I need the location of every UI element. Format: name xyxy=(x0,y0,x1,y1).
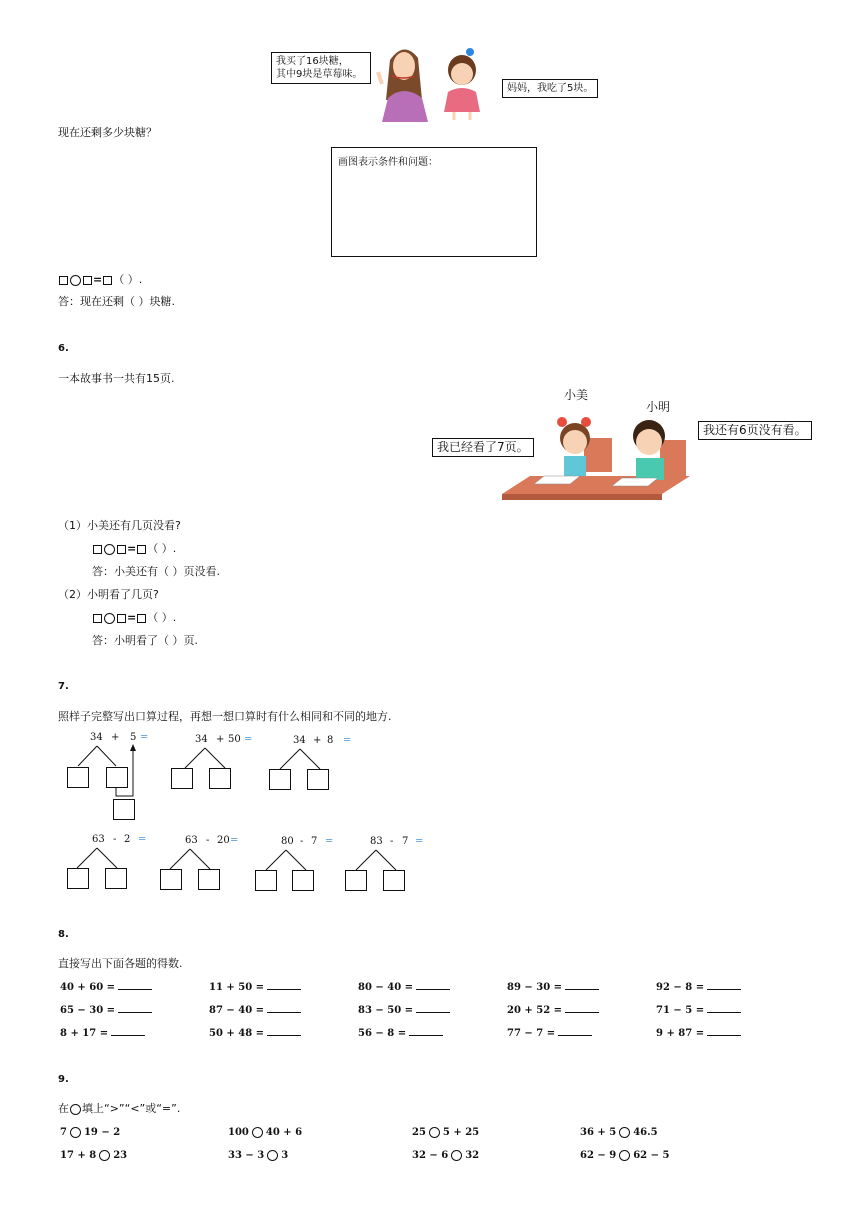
q8-expression: 50 + 48 = xyxy=(209,1028,265,1039)
q6-sub1-question: （1）小美还有几页没看? xyxy=(58,519,181,532)
answer-blank[interactable] xyxy=(707,1025,741,1036)
name-xiaomei: 小美 xyxy=(564,388,589,402)
q8-problem xyxy=(656,979,741,993)
tree-box-right[interactable] xyxy=(383,870,405,891)
q8-expression: 40 + 60 = xyxy=(60,982,116,993)
q8-expression: 83 − 50 = xyxy=(358,1005,414,1016)
q9-left-expression: 36 + 5 xyxy=(580,1127,617,1138)
tree-box-left[interactable] xyxy=(255,870,277,891)
q5-answer: 答：现在还剩（ ）块糖. xyxy=(58,295,175,308)
q9-left-expression: 62 − 9 xyxy=(580,1150,617,1161)
tree-equals: = xyxy=(138,834,147,845)
q9-right-expression: 40 + 6 xyxy=(265,1127,303,1138)
q8-problem xyxy=(209,1002,301,1016)
answer-blank[interactable] xyxy=(565,1002,599,1013)
q6-sub1-answer: 答：小美还有（ ）页没看. xyxy=(92,565,220,578)
q8-problem xyxy=(60,1025,145,1039)
q9-left-expression: 7 xyxy=(60,1127,67,1138)
blank-square-icon xyxy=(83,276,92,285)
q6-sub2-equation-tail: （ ）. xyxy=(147,611,177,624)
q8-problem xyxy=(507,1025,592,1039)
q9-left-expression: 17 + 8 xyxy=(60,1150,97,1161)
q9-right-expression: 19 − 2 xyxy=(83,1127,121,1138)
answer-blank[interactable] xyxy=(111,1025,145,1036)
tree-operand-b: 2 xyxy=(124,834,131,845)
q8-instruction: 直接写出下面各题的得数. xyxy=(58,957,183,970)
q5-draw-box xyxy=(331,147,537,257)
tree-operand-a: 63 xyxy=(92,834,105,845)
mom-speech-bubble xyxy=(271,52,371,84)
tree-box-right[interactable] xyxy=(307,769,329,790)
answer-blank[interactable] xyxy=(565,979,599,990)
q8-problem xyxy=(209,979,301,993)
tree-operand-b: 8 xyxy=(327,735,334,746)
tree-operand-a: 34 xyxy=(90,732,103,743)
name-xiaoming: 小明 xyxy=(646,400,671,414)
tree-operand-b: 7 xyxy=(311,836,318,847)
q9-left-expression: 32 − 6 xyxy=(412,1150,449,1161)
answer-blank[interactable] xyxy=(707,979,741,990)
tree-box-left[interactable] xyxy=(269,769,291,790)
mom-speech-line2: 其中9块是草莓味。 xyxy=(276,69,363,80)
q5-equation-tail: （ ）. xyxy=(113,273,143,286)
q9-right-expression: 62 − 5 xyxy=(633,1150,670,1161)
compare-circle-icon[interactable] xyxy=(70,1127,81,1138)
q8-problem xyxy=(209,1025,301,1039)
tree-operator: - xyxy=(206,835,210,846)
q8-problem xyxy=(358,1025,443,1039)
tree-operand-a: 80 xyxy=(281,836,294,847)
tree-equals: = xyxy=(230,835,239,846)
tree-operator: - xyxy=(300,836,304,847)
blank-square-icon xyxy=(59,276,68,285)
q9-comparison xyxy=(60,1125,120,1138)
tree-operand-b: 50 xyxy=(228,734,241,745)
q8-expression: 8 + 17 = xyxy=(60,1028,109,1039)
q6-number: 6. xyxy=(58,343,69,354)
q9-right-expression: 46.5 xyxy=(633,1127,658,1138)
compare-circle-icon[interactable] xyxy=(252,1127,263,1138)
tree-operand-a: 83 xyxy=(370,836,383,847)
xiaoming-speech-bubble: 我还有6页没有看。 xyxy=(698,421,812,440)
tree-operand-b: 5 xyxy=(130,732,137,743)
q8-expression: 87 − 40 = xyxy=(209,1005,265,1016)
q7-instruction: 照样子完整写出口算过程，再想一想口算时有什么相同和不同的地方. xyxy=(58,710,392,723)
blank-square-icon xyxy=(93,614,102,623)
q9-left-expression: 100 xyxy=(228,1127,249,1138)
q8-expression: 56 − 8 = xyxy=(358,1028,407,1039)
q9-comparison xyxy=(228,1148,288,1161)
tree-equals: = xyxy=(343,735,352,746)
q5-equation: = （ ）. xyxy=(58,271,142,287)
students-reading-illustration xyxy=(500,400,695,505)
q9-comparison xyxy=(580,1148,669,1161)
q9-comparison xyxy=(228,1125,302,1138)
q8-problem xyxy=(507,1002,599,1016)
answer-blank[interactable] xyxy=(118,1002,152,1013)
tree-operator: - xyxy=(113,834,117,845)
compare-circle-icon[interactable] xyxy=(429,1127,440,1138)
q9-right-expression: 3 xyxy=(281,1150,289,1161)
blank-circle-icon xyxy=(104,544,115,555)
tree-operator: + xyxy=(111,732,120,743)
q8-expression: 89 − 30 = xyxy=(507,982,563,993)
answer-blank[interactable] xyxy=(118,979,152,990)
compare-circle-icon[interactable] xyxy=(267,1150,278,1161)
answer-blank[interactable] xyxy=(409,1025,443,1036)
tree-box-left[interactable] xyxy=(160,869,182,890)
tree-box-right[interactable] xyxy=(209,768,231,789)
q9-right-expression: 32 xyxy=(465,1150,480,1161)
answer-blank[interactable] xyxy=(267,979,301,990)
girl-speech-bubble: 妈妈，我吃了5块。 xyxy=(502,79,598,98)
compare-circle-icon[interactable] xyxy=(99,1150,110,1161)
blank-square-icon xyxy=(117,545,126,554)
tree-operator: + xyxy=(313,735,322,746)
q8-expression: 77 − 7 = xyxy=(507,1028,556,1039)
q8-problem xyxy=(507,979,599,993)
tree-operand-b: 20 xyxy=(217,835,230,846)
xiaomei-speech-bubble: 我已经看了7页。 xyxy=(432,438,534,457)
q8-expression: 65 − 30 = xyxy=(60,1005,116,1016)
compare-circle-icon[interactable] xyxy=(619,1127,630,1138)
answer-blank[interactable] xyxy=(267,1002,301,1013)
q9-right-expression: 23 xyxy=(113,1150,128,1161)
q7-number: 7. xyxy=(58,681,69,692)
tree-operand-a: 34 xyxy=(293,735,306,746)
tree-box-right[interactable] xyxy=(292,870,314,891)
tree-branches xyxy=(62,846,132,870)
q8-problem xyxy=(358,1002,450,1016)
tree-box-right[interactable] xyxy=(198,869,220,890)
q9-comparison xyxy=(580,1125,658,1138)
blank-square-icon xyxy=(137,545,146,554)
q5-draw-box-label: 画图表示条件和问题： xyxy=(338,157,438,168)
tree-equals: = xyxy=(325,836,334,847)
q6-sub1-equation-tail: （ ）. xyxy=(147,542,177,555)
compare-circle-icon[interactable] xyxy=(619,1150,630,1161)
q6-sub2-answer: 答：小明看了（ ）页. xyxy=(92,634,198,647)
q8-number: 8. xyxy=(58,929,69,940)
q8-problem xyxy=(656,1002,741,1016)
q5-question: 现在还剩多少块糖？ xyxy=(58,126,157,139)
q6-intro: 一本故事书一共有15页. xyxy=(58,372,175,385)
q8-problem xyxy=(656,1025,741,1039)
q9-number: 9. xyxy=(58,1074,69,1085)
answer-blank[interactable] xyxy=(707,1002,741,1013)
q8-expression: 71 − 5 = xyxy=(656,1005,705,1016)
q8-problem xyxy=(60,1002,152,1016)
mom-speech-line1: 我买了16块糖， xyxy=(276,56,349,67)
q9-comparison xyxy=(412,1125,479,1138)
q8-problem xyxy=(60,979,152,993)
q6-sub1-equation: = （ ）. xyxy=(92,540,176,556)
q8-expression: 20 + 52 = xyxy=(507,1005,563,1016)
q8-expression: 80 − 40 = xyxy=(358,982,414,993)
blank-square-icon xyxy=(117,614,126,623)
q6-sub2-equation: = （ ）. xyxy=(92,609,176,625)
q9-left-expression: 25 xyxy=(412,1127,426,1138)
tree-equals: = xyxy=(415,836,424,847)
tree-branches xyxy=(252,848,322,872)
blank-square-icon xyxy=(93,545,102,554)
answer-blank[interactable] xyxy=(267,1025,301,1036)
blank-circle-icon xyxy=(70,275,81,286)
tree-branches xyxy=(342,848,412,872)
tree-operator: - xyxy=(390,836,394,847)
tree-box-right[interactable] xyxy=(105,868,127,889)
tree-branches xyxy=(170,746,240,770)
tree-branches xyxy=(268,747,338,771)
q9-comparison xyxy=(412,1148,479,1161)
tree-box-left[interactable] xyxy=(171,768,193,789)
answer-blank[interactable] xyxy=(416,1002,450,1013)
q9-instruction xyxy=(58,1100,180,1116)
answer-blank[interactable] xyxy=(416,979,450,990)
q9-instruction-post: 填上“>”“<”或“=”. xyxy=(82,1102,181,1115)
q9-right-expression: 5 + 25 xyxy=(442,1127,480,1138)
q8-expression: 11 + 50 = xyxy=(209,982,265,993)
tree-box-left[interactable] xyxy=(67,868,89,889)
q6-sub2-question: （2）小明看了几页? xyxy=(58,588,159,601)
compare-circle-icon[interactable] xyxy=(451,1150,462,1161)
tree-equals: = xyxy=(140,732,149,743)
blank-circle-icon xyxy=(104,613,115,624)
tree-equals: = xyxy=(244,734,253,745)
q9-instruction-pre: 在 xyxy=(58,1102,69,1115)
q8-problem xyxy=(358,979,450,993)
tree-box-right[interactable] xyxy=(106,767,128,788)
q9-left-expression: 33 − 3 xyxy=(228,1150,265,1161)
tree-box-left[interactable] xyxy=(345,870,367,891)
tree-box-bottom[interactable] xyxy=(113,799,135,820)
tree-branches xyxy=(158,847,228,871)
blank-square-icon xyxy=(137,614,146,623)
q9-comparison xyxy=(60,1148,127,1161)
tree-operand-a: 63 xyxy=(185,835,198,846)
blank-square-icon xyxy=(103,276,112,285)
mom-and-girl-illustration xyxy=(362,40,502,122)
answer-blank[interactable] xyxy=(558,1025,592,1036)
tree-operand-b: 7 xyxy=(402,836,409,847)
q8-expression: 9 + 87 = xyxy=(656,1028,705,1039)
tree-operator: + xyxy=(216,734,225,745)
q8-expression: 92 − 8 = xyxy=(656,982,705,993)
tree-operand-a: 34 xyxy=(195,734,208,745)
blank-circle-icon xyxy=(70,1104,81,1115)
tree-box-left[interactable] xyxy=(67,767,89,788)
